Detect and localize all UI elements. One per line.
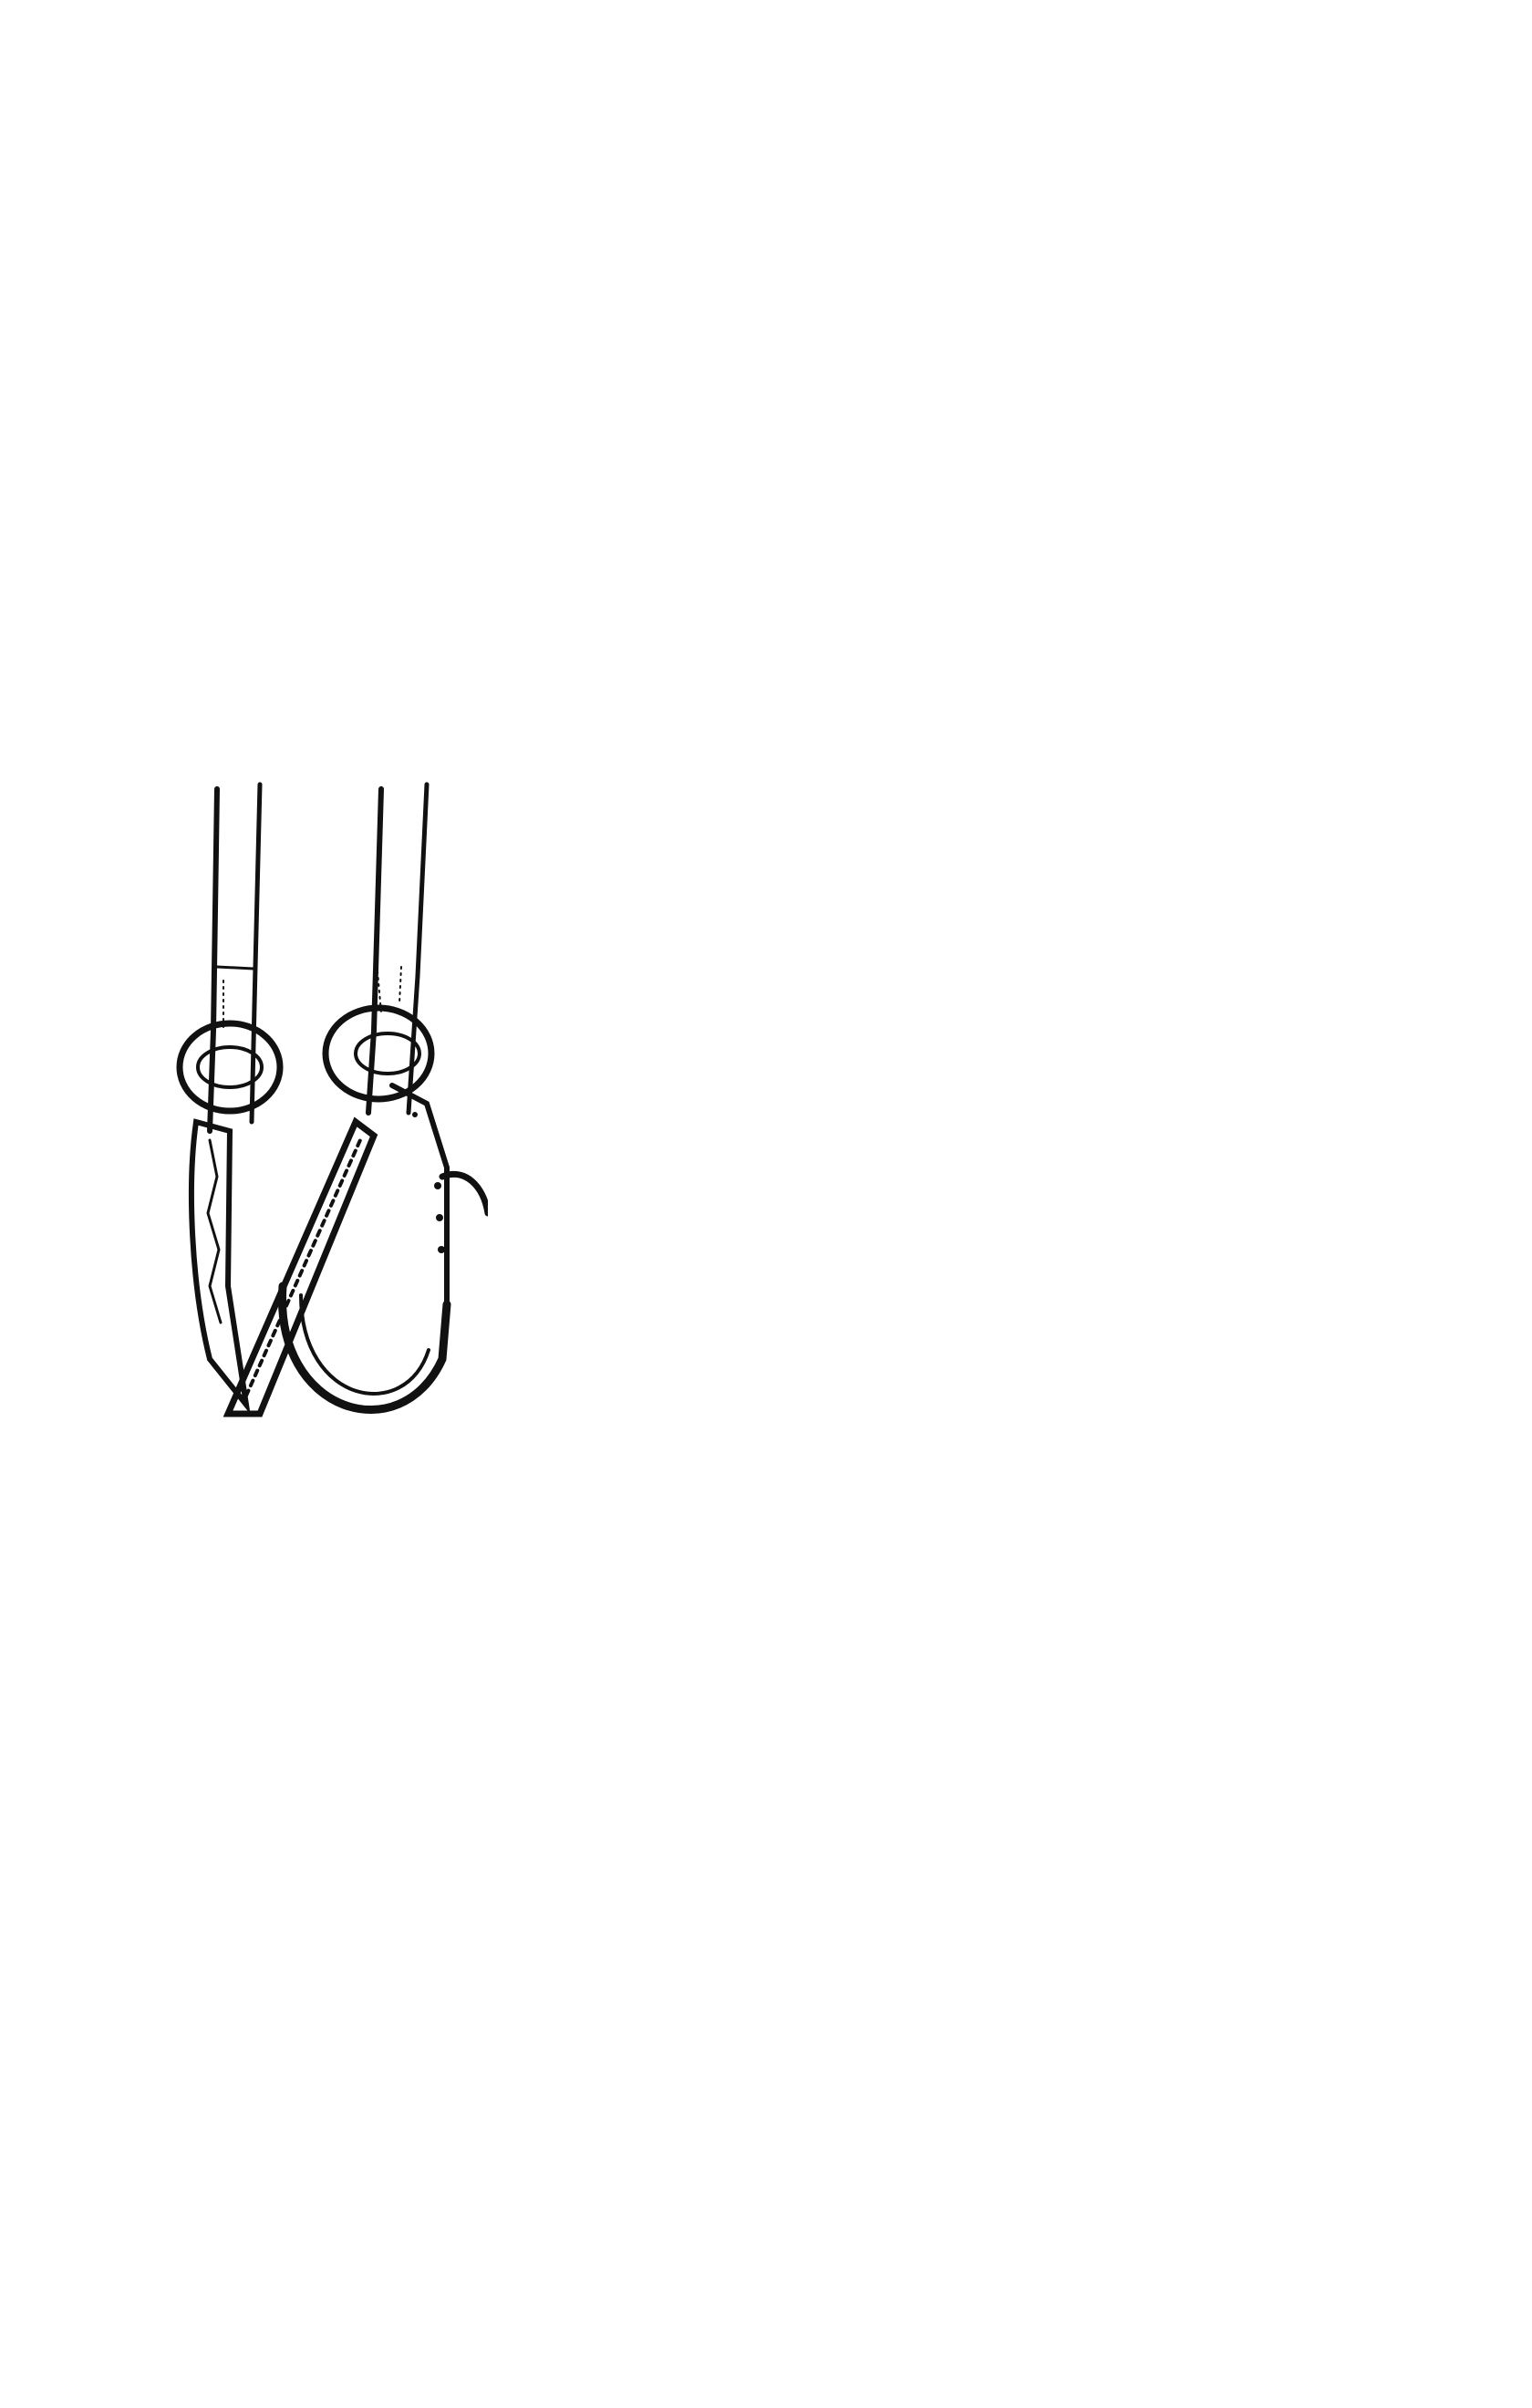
kantzaum-illustration	[173, 775, 488, 1478]
kantzaum-drawing	[173, 775, 488, 1478]
